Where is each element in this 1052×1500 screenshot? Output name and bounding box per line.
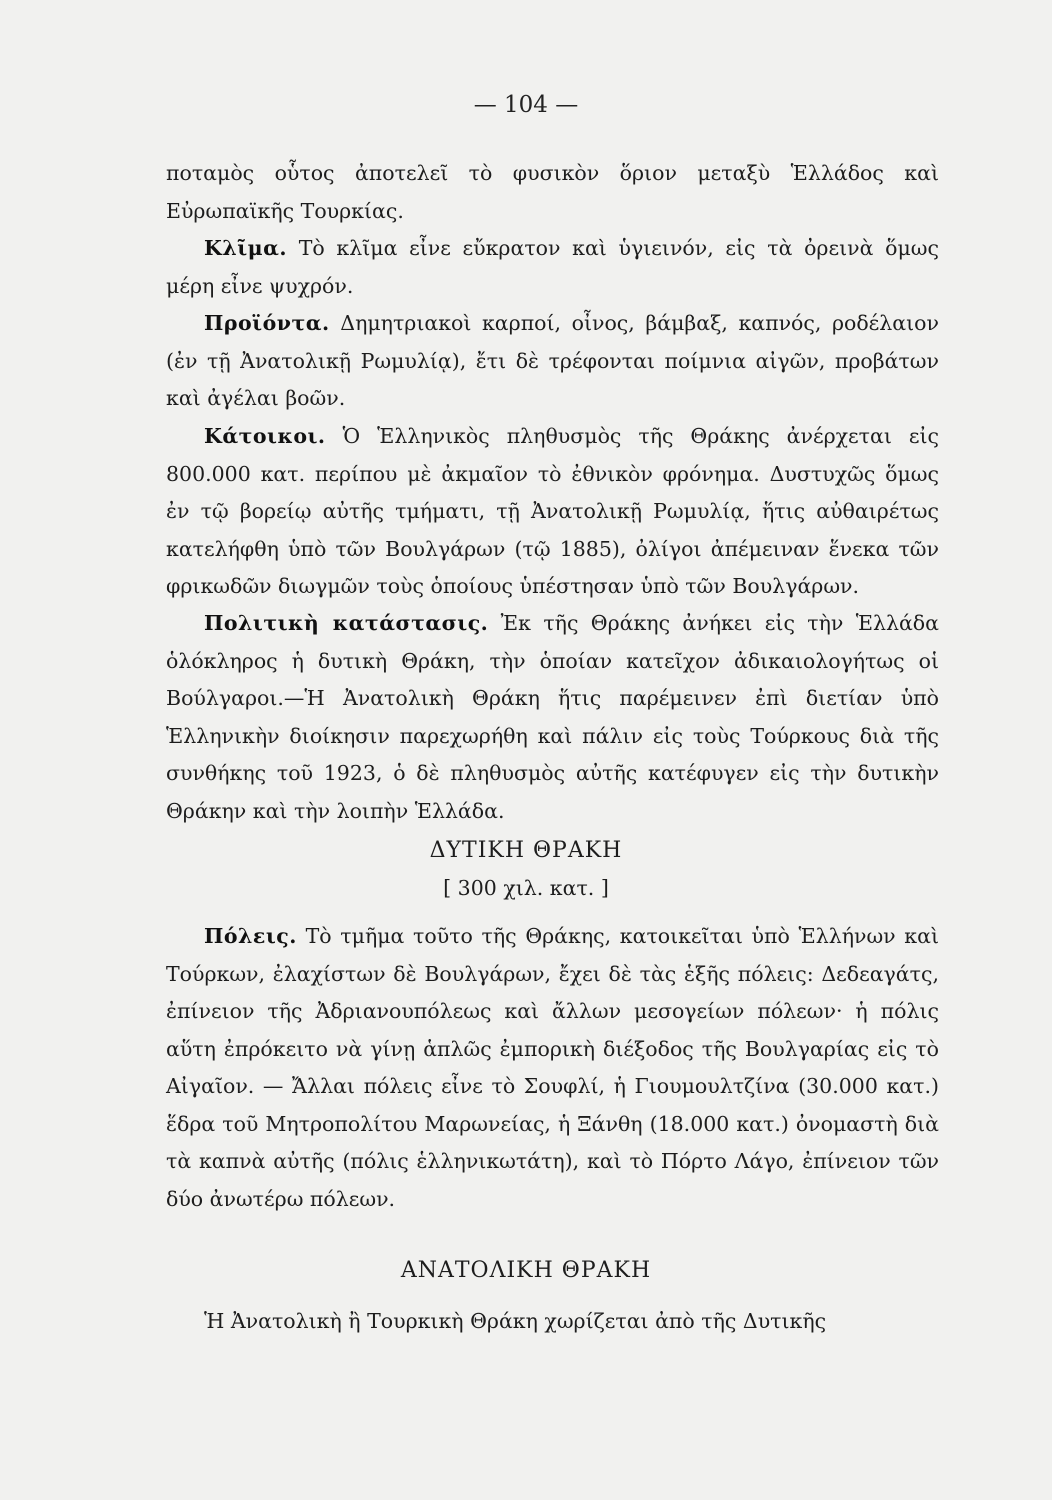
paragraph-text: Ἐκ τῆς Θράκης ἀνήκει εἰς τὴν Ἑλλάδα ὁλόκληρος ἡ δυτικὴ Θράκη, τὴν ὁποίαν κατεῖχον ἀδικαιολογήτως οἱ Βούλγαροι.—Ἡ Ἀνατολικὴ Θράκη ἥτις παρέμεινεν ἐπὶ διετίαν ὑπὸ Ἑλληνικὴν διοίκησιν παρεχωρήθη καὶ πάλιν εἰς τοὺς Τούρκους διὰ τῆς συνθήκης τοῦ 1923, ὁ δὲ πληθυσμὸς αὐτῆς κατέφυγεν εἰς τὴν δυτικὴν Θράκην καὶ τὴν λοιπὴν Ἑλλάδα. (166, 611, 939, 823)
heading-eastern-thrace: ΑΝΑΤΟΛΙΚΗ ΘΡΑΚΗ (400, 1258, 652, 1283)
section-lead-inhabitants: Κάτοικοι. (204, 424, 326, 448)
paragraph-cities (166, 918, 939, 1218)
paragraph-text: Ὁ Ἑλληνικὸς πληθυσμὸς τῆς Θράκης ἀνέρχεται εἰς 800.000 κατ. περίπου μὲ ἀκμαῖον τὸ ἐθνικὸν φρόνημα. Δυστυχῶς ὅμως ἐν τῷ βορείῳ αὐτῆς τμήματι, τῇ Ἀνατολικῇ Ρωμυλίᾳ, ἥτις αὐθαιρέτως κατελήφθη ὑπὸ τῶν Βουλγάρων (τῷ 1885), ὀλίγοι ἀπέμειναν ἕνεκα τῶν φρικωδῶν διωγμῶν τοὺς ὁποίους ὑπέστησαν ὑπὸ τῶν Βουλγάρων. (166, 424, 939, 598)
paragraph-text: Δημητριακοὶ καρποί, οἶνος, βάμβαξ, καπνός, ροδέλαιον (ἐν τῇ Ἀνατολικῇ Ρωμυλίᾳ), ἔτι δὲ τρέφονται ποίμνια αἰγῶν, προβάτων καὶ ἀγέλαι βοῶν. (166, 311, 939, 410)
paragraph-inhabitants (166, 418, 939, 606)
paragraph-river-border (166, 155, 939, 230)
paragraph-text: Ἡ Ἀνατολικὴ ἢ Τουρκικὴ Θράκη χωρίζεται ἀπὸ τῆς Δυτικῆς (204, 1309, 827, 1333)
paragraph-text: Τὸ κλῖμα εἶνε εὔκρατον καὶ ὑγιεινόν, εἰς τὰ ὀρεινὰ ὅμως μέρη εἶνε ψυχρόν. (166, 236, 939, 298)
subheading-western-thrace-area: [ 300 χιλ. κατ. ] (443, 876, 609, 900)
paragraph-text: Τὸ τμῆμα τοῦτο τῆς Θράκης, κατοικεῖται ὑπὸ Ἑλλήνων καὶ Τούρκων, ἐλαχίστων δὲ Βουλγάρων, ἔχει δὲ τὰς ἑξῆς πόλεις: Δεδεαγάτς, ἐπίνειον τῆς Ἀδριανουπόλεως καὶ ἄλλων μεσογείων πόλεων· ἡ πόλις αὕτη ἐπρόκειτο νὰ γίνῃ ἁπλῶς ἐμπορικὴ διέξοδος τῆς Βουλγαρίας εἰς τὸ Αἰγαῖον. — Ἄλλαι πόλεις εἶνε τὸ Σουφλί, ἡ Γιουμουλτζίνα (30.000 κατ.) ἕδρα τοῦ Μητροπολίτου Μαρωνείας, ἡ Ξάνθη (18.000 κατ.) ὀνομαστὴ διὰ τὰ καπνὰ αὐτῆς (πόλις ἑλληνικωτάτη), καὶ τὸ Πόρτο Λάγο, ἐπίνειον τῶν δύο ἀνωτέρω πόλεων. (166, 924, 939, 1211)
heading-western-thrace: ΔΥΤΙΚΗ ΘΡΑΚΗ (429, 838, 623, 863)
page-number: — 104 — (473, 92, 579, 118)
paragraph-text: ποταμὸς οὗτος ἀποτελεῖ τὸ φυσικὸν ὅριον μεταξὺ Ἑλλάδος καὶ Εὐρωπαϊκῆς Τουρκίας. (166, 161, 939, 223)
paragraph-products (166, 305, 939, 418)
section-lead-cities: Πόλεις. (204, 924, 297, 948)
section-lead-political: Πολιτικὴ κατάστασις. (204, 611, 489, 635)
section-lead-products: Προϊόντα. (204, 311, 330, 335)
paragraph-eastern-thrace (166, 1303, 939, 1341)
paragraph-political-situation (166, 605, 939, 830)
section-lead-climate: Κλῖμα. (204, 236, 288, 260)
paragraph-climate (166, 230, 939, 305)
